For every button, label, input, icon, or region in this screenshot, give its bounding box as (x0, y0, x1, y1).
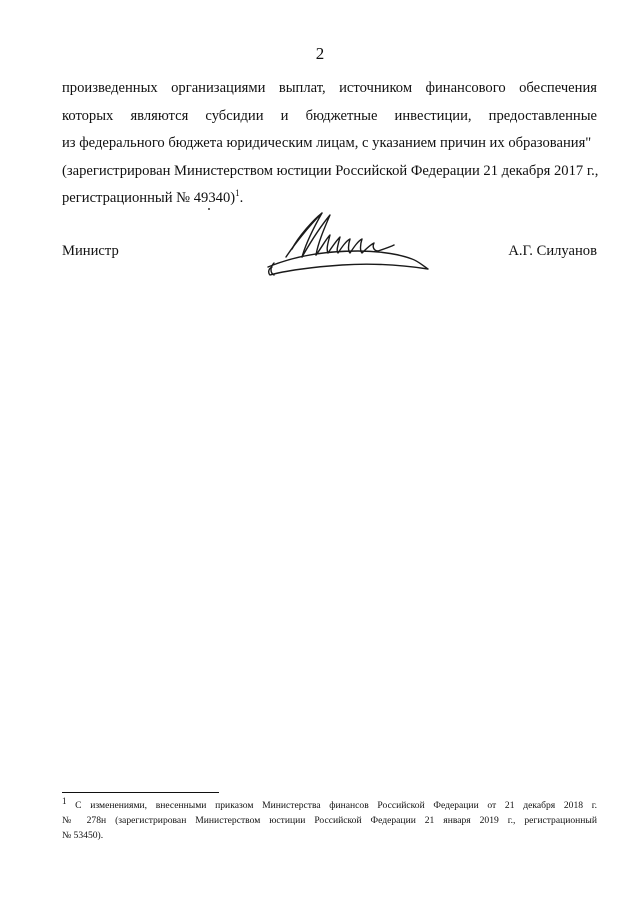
text-line-2: которых являются субсидии и бюджетные инвестиции, предоставленные (62, 107, 597, 124)
footnote-line-2: № 278н (зарегистрирован Министерством юстиции Российской Федерации 21 января 2019 г., регистрационный (62, 815, 597, 826)
stray-dot (208, 208, 210, 210)
footnote-reference[interactable]: 1 (235, 188, 240, 199)
footnote (62, 795, 597, 843)
page-number: 2 (315, 44, 325, 63)
position-title: Министр (62, 243, 119, 259)
text-line-4: (зарегистрирован Министерством юстиции Российской Федерации 21 декабря 2017 г., (62, 162, 599, 179)
text-line-3: из федерального бюджета юридическим лицам, с указанием причин их образования" (62, 135, 592, 151)
signer-name: А.Г. Силуанов (508, 243, 597, 259)
footnote-mark: 1 (62, 795, 67, 806)
handwritten-signature (262, 205, 434, 285)
footnote-line-1 (62, 795, 597, 813)
footnote-line-3: № 53450). (62, 830, 104, 841)
main-text (62, 75, 597, 213)
text-line-5-end: . (239, 190, 244, 206)
footnote-line-1-text: С изменениями, внесенными приказом Министерства финансов Российской Федерации от 21 декабря 2018 г. (66, 800, 597, 811)
footnote-separator (62, 792, 219, 793)
text-line-1: произведенных организациями выплат, источником финансового обеспечения (62, 80, 597, 96)
text-line-5-content: регистрационный № 49340) (62, 190, 236, 206)
